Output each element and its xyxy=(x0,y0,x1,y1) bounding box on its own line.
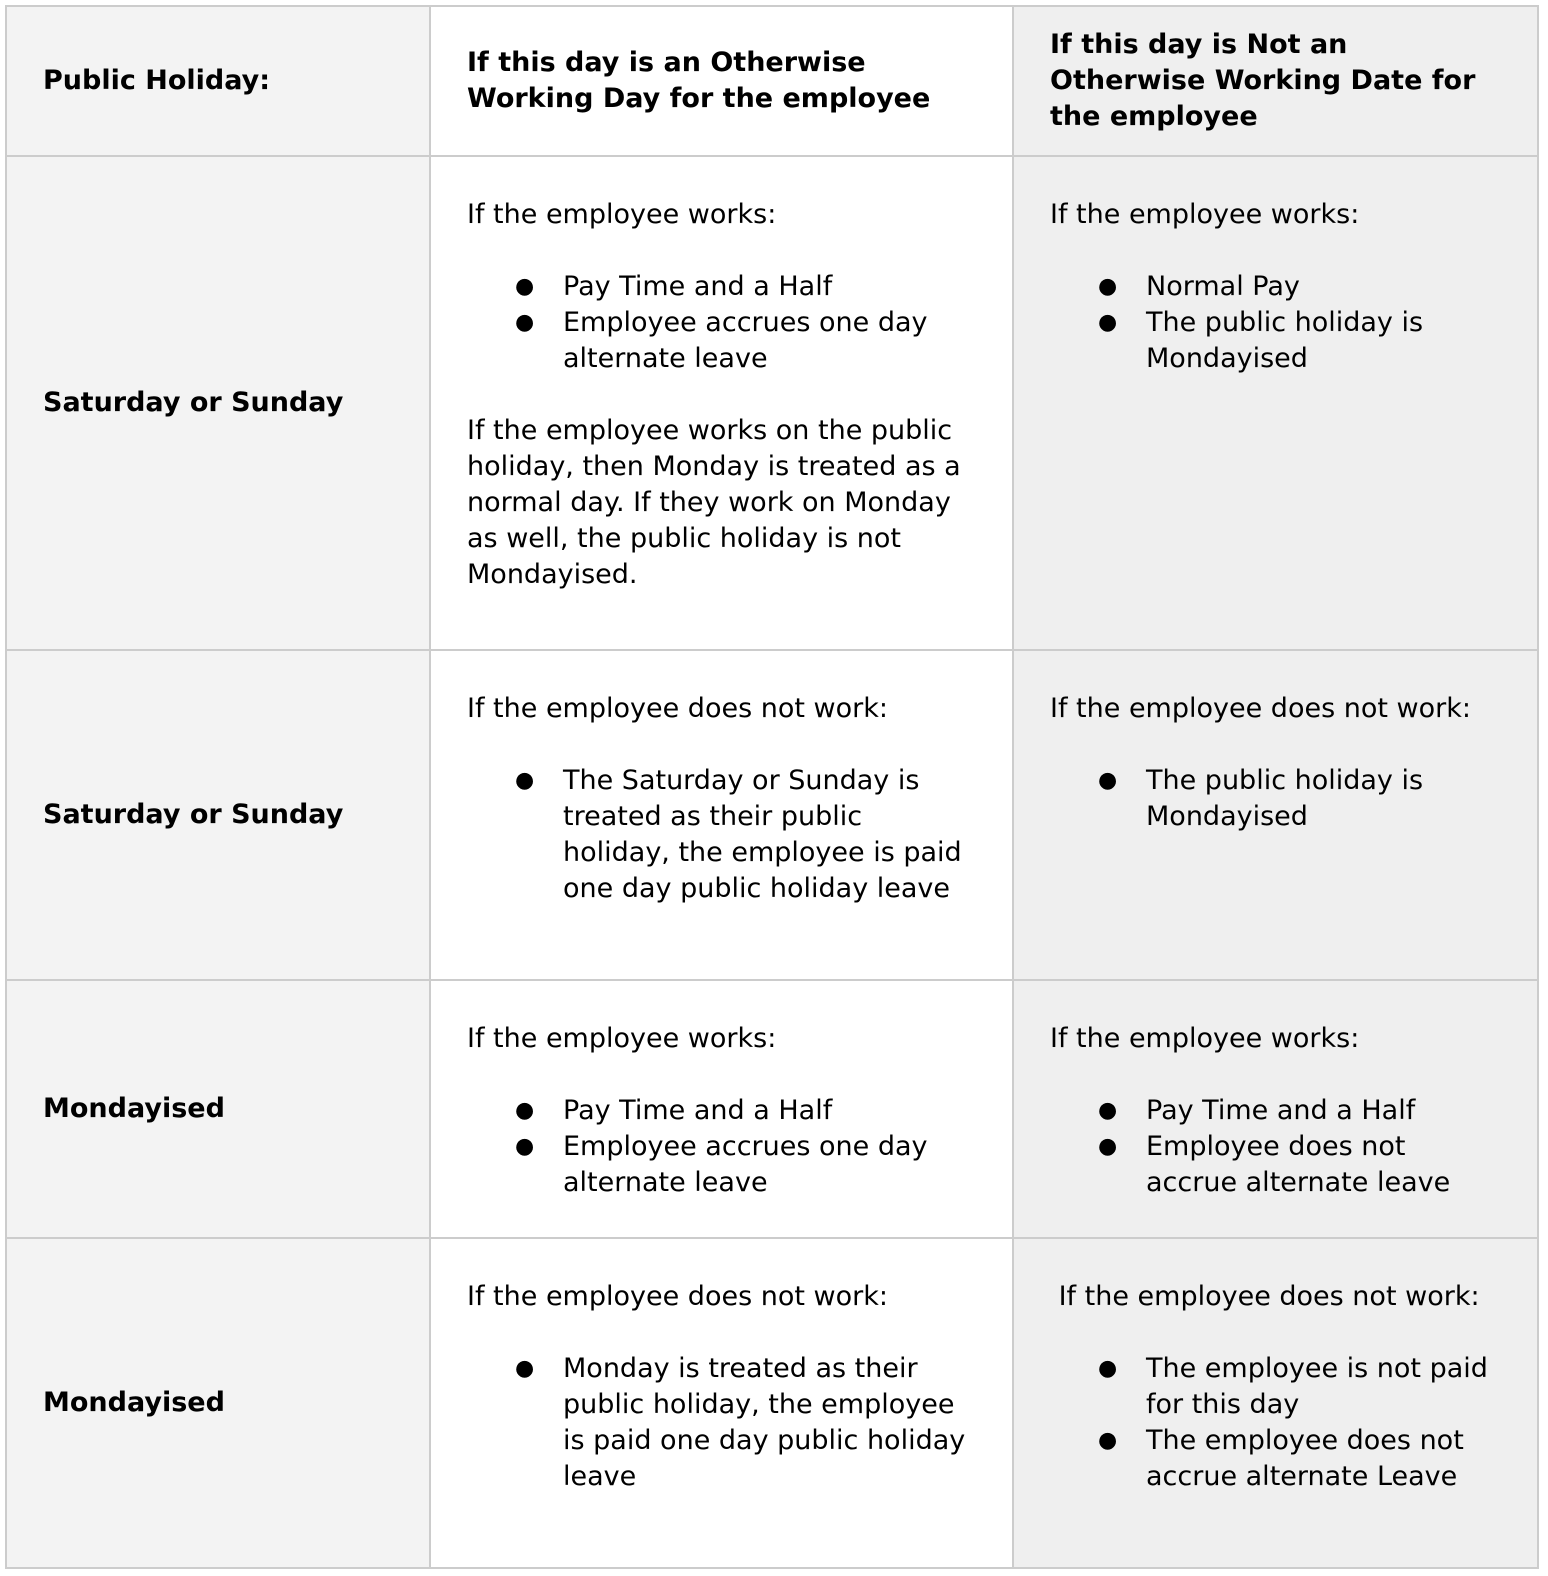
bullet-list xyxy=(1050,1351,1501,1495)
list-item: ● Employee does not accrue alternate leave xyxy=(1098,1131,1451,1198)
list-item: ● The employee does not accrue alternate Leave xyxy=(1098,1425,1464,1492)
bullet-icon: ● xyxy=(1098,274,1118,299)
list-item: ● The employee is not paid for this day xyxy=(1098,1353,1488,1420)
row-label: Saturday or Sunday xyxy=(43,387,344,418)
cell-paragraph: If the employee works on the public holiday, then Monday is treated as a normal day. If they work on Monday as well, the public holiday is not Mondayised. xyxy=(467,415,961,590)
table-row xyxy=(6,650,1538,980)
bullet-icon: ● xyxy=(1098,310,1118,335)
cell-intro: If the employee does not work: xyxy=(467,1281,888,1312)
bullet-icon: ● xyxy=(515,274,535,299)
working-day-cell xyxy=(430,650,1013,980)
header-cell-public-holiday xyxy=(6,6,430,156)
row-label: Saturday or Sunday xyxy=(43,799,344,830)
list-item: ● Employee accrues one day alternate leave xyxy=(515,1131,928,1198)
working-day-cell xyxy=(430,1238,1013,1568)
working-day-cell xyxy=(430,980,1013,1238)
header-public-holiday: Public Holiday: xyxy=(43,65,271,96)
list-item: ● Pay Time and a Half xyxy=(1050,1093,1501,1129)
bullet-icon: ● xyxy=(1098,1356,1118,1381)
row-label: Mondayised xyxy=(43,1093,225,1124)
bullet-icon: ● xyxy=(1098,1134,1118,1159)
bullet-list xyxy=(1050,269,1501,377)
bullet-icon: ● xyxy=(1098,1428,1118,1453)
cell-intro: If the employee works: xyxy=(467,199,777,230)
bullet-icon: ● xyxy=(515,310,535,335)
cell-intro: If the employee works: xyxy=(1050,199,1360,230)
table-row xyxy=(6,156,1538,650)
bullet-icon: ● xyxy=(1098,768,1118,793)
cell-intro: If the employee does not work: xyxy=(467,693,888,724)
bullet-icon: ● xyxy=(515,1134,535,1159)
bullet-list xyxy=(467,1351,976,1495)
row-label-cell xyxy=(6,650,430,980)
list-item: ● The public holiday is Mondayised xyxy=(1098,307,1424,374)
header-working-day: If this day is an Otherwise Working Day for the employee xyxy=(467,47,931,114)
bullet-list xyxy=(467,1093,976,1201)
bullet-icon: ● xyxy=(515,1098,535,1123)
cell-intro: If the employee works: xyxy=(467,1023,777,1054)
header-row xyxy=(6,6,1538,156)
bullet-list xyxy=(1050,763,1501,835)
list-item: ● Monday is treated as their public holiday, the employee is paid one day public holiday leave xyxy=(515,1353,966,1492)
bullet-list xyxy=(1050,1093,1501,1201)
holiday-rules-table xyxy=(5,5,1539,1569)
bullet-icon: ● xyxy=(515,1356,535,1381)
non-working-day-cell xyxy=(1013,980,1538,1238)
table-row xyxy=(6,980,1538,1238)
row-label-cell xyxy=(6,980,430,1238)
cell-intro: If the employee works: xyxy=(1050,1023,1360,1054)
cell-intro: If the employee does not work: xyxy=(1050,1281,1480,1312)
row-label: Mondayised xyxy=(43,1387,225,1418)
bullet-list xyxy=(467,269,976,377)
header-non-working-day: If this day is Not an Otherwise Working Date for the employee xyxy=(1050,29,1476,132)
working-day-cell xyxy=(430,156,1013,650)
header-cell-non-working-day xyxy=(1013,6,1538,156)
non-working-day-cell xyxy=(1013,650,1538,980)
header-cell-working-day xyxy=(430,6,1013,156)
bullet-icon: ● xyxy=(515,768,535,793)
table-row xyxy=(6,1238,1538,1568)
cell-intro: If the employee does not work: xyxy=(1050,693,1471,724)
non-working-day-cell xyxy=(1013,156,1538,650)
row-label-cell xyxy=(6,1238,430,1568)
bullet-icon: ● xyxy=(1098,1098,1118,1123)
non-working-day-cell xyxy=(1013,1238,1538,1568)
list-item: ● Normal Pay xyxy=(1050,269,1501,305)
list-item: ● Employee accrues one day alternate leave xyxy=(515,307,928,374)
list-item: ● The public holiday is Mondayised xyxy=(1098,765,1424,832)
list-item: ● Pay Time and a Half xyxy=(467,1093,976,1129)
list-item: ● The Saturday or Sunday is treated as their public holiday, the employee is paid one day public holiday leave xyxy=(515,765,962,904)
row-label-cell xyxy=(6,156,430,650)
list-item: ● Pay Time and a Half xyxy=(467,269,976,305)
bullet-list xyxy=(467,763,976,907)
